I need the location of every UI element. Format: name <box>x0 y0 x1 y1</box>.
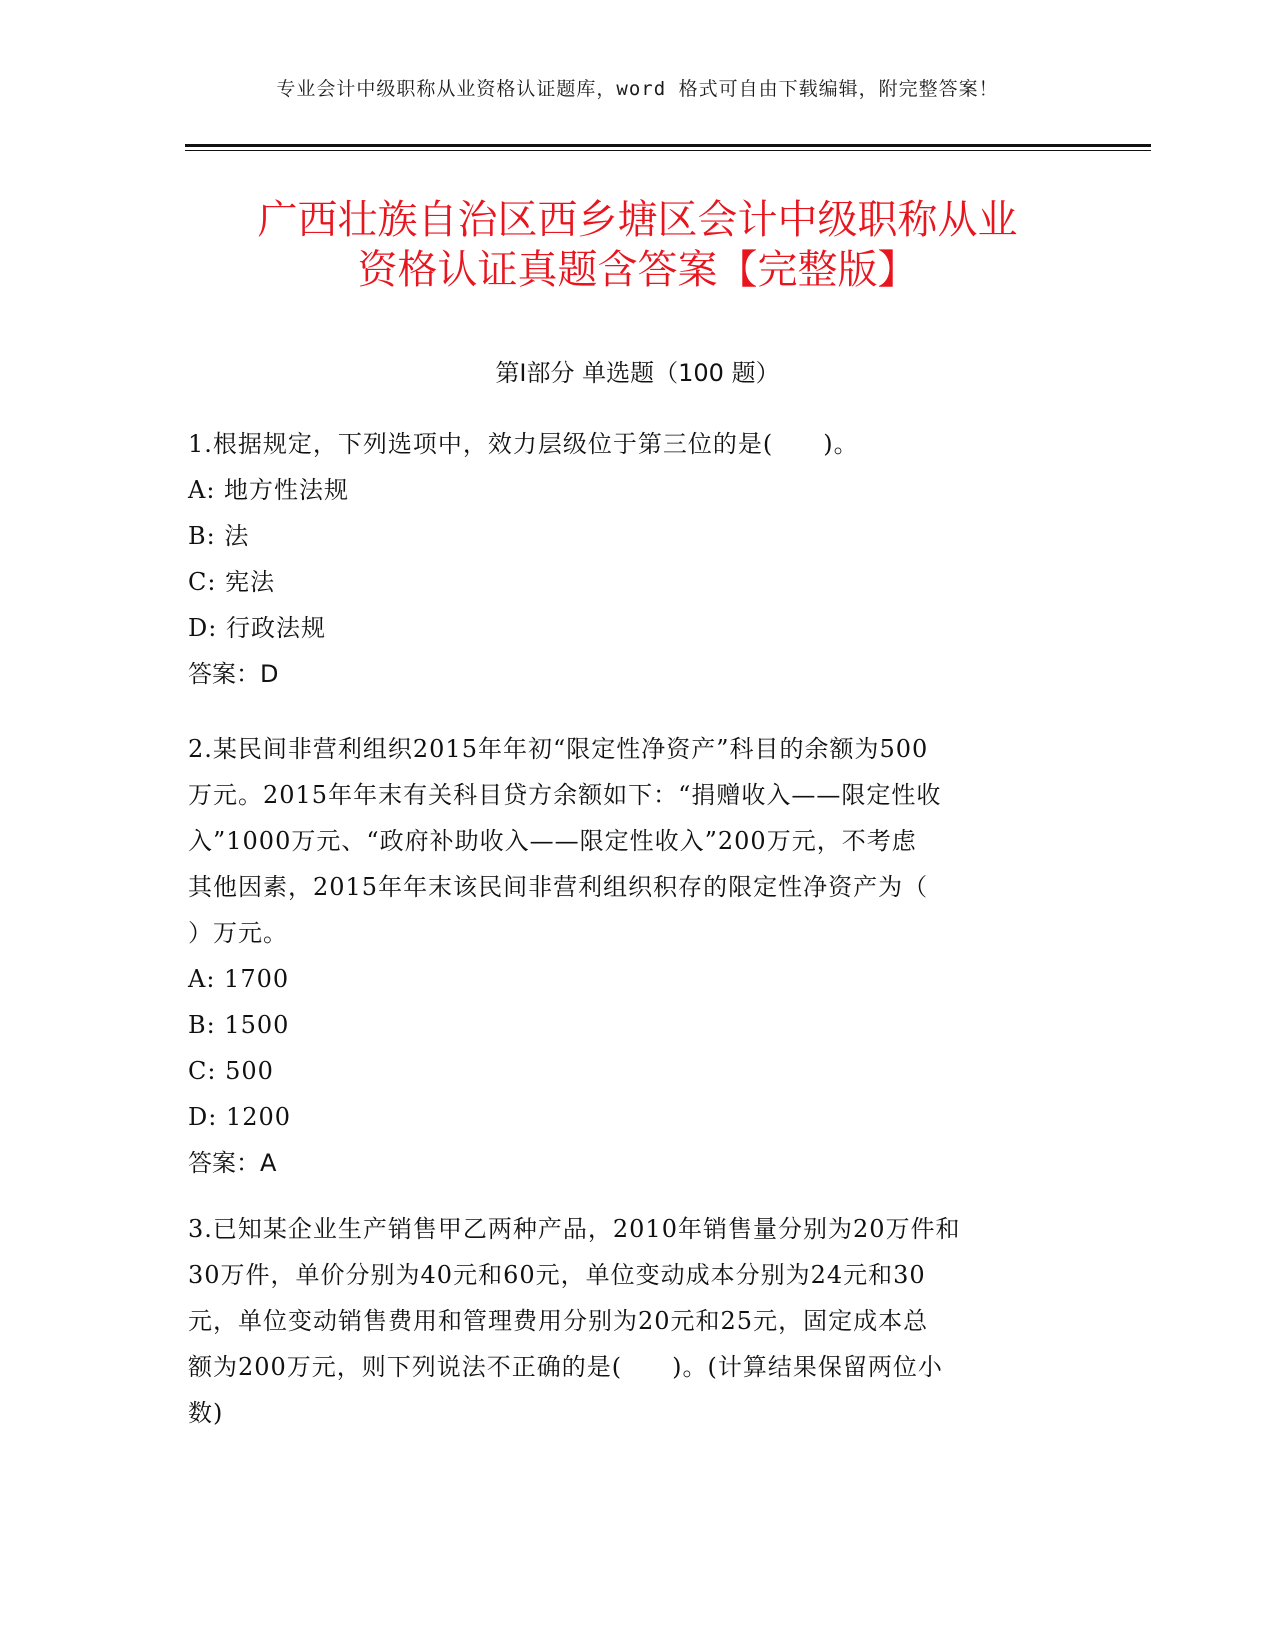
question-1 <box>188 421 1088 697</box>
header-note: 专业会计中级职称从业资格认证题库，word 格式可自由下载编辑，附完整答案！ <box>276 78 999 100</box>
question-stem-line: 3.已知某企业生产销售甲乙两种产品，2010年销售量分别为20万件和 <box>188 1215 961 1243</box>
document-title-line-2: 资格认证真题含答案【完整版】 <box>357 247 918 293</box>
question-stem-line: 数) <box>188 1399 224 1427</box>
option-b: B: 法 <box>188 522 250 550</box>
question-stem-line: ）万元。 <box>188 919 288 947</box>
question-2 <box>188 726 1088 1186</box>
question-stem: 1.根据规定，下列选项中，效力层级位于第三位的是( )。 <box>188 430 859 458</box>
option-d: D: 行政法规 <box>188 614 326 642</box>
header-rule-thin <box>185 150 1151 151</box>
question-3 <box>188 1206 1088 1436</box>
document-title-line-1: 广西壮族自治区西乡塘区会计中级职称从业 <box>257 197 1018 243</box>
section-heading: 第Ⅰ部分 单选题（100 题） <box>495 359 780 387</box>
question-stem-line: 万元。2015年年末有关科目贷方余额如下：“捐赠收入——限定性收 <box>188 781 942 809</box>
question-stem-line: 入”1000万元、“政府补助收入——限定性收入”200万元，不考虑 <box>188 827 917 855</box>
answer: 答案：D <box>188 660 279 688</box>
question-stem-line: 元，单位变动销售费用和管理费用分别为20元和25元，固定成本总 <box>188 1307 929 1335</box>
option-b: B: 1500 <box>188 1011 290 1039</box>
option-c: C: 500 <box>188 1057 274 1085</box>
document-title <box>150 195 1125 295</box>
option-d: D: 1200 <box>188 1103 292 1131</box>
option-a: A: 1700 <box>188 965 290 993</box>
question-stem-line: 2.某民间非营利组织2015年年初“限定性净资产”科目的余额为500 <box>188 735 929 763</box>
answer: 答案：A <box>188 1149 277 1177</box>
question-stem-line: 额为200万元，则下列说法不正确的是( )。(计算结果保留两位小 <box>188 1353 943 1381</box>
question-stem-line: 其他因素，2015年年末该民间非营利组织积存的限定性净资产为（ <box>188 873 929 901</box>
header-rule-thick <box>185 144 1151 147</box>
question-stem-line: 30万件，单价分别为40元和60元，单位变动成本分别为24元和30 <box>188 1261 926 1289</box>
option-a: A: 地方性法规 <box>188 476 350 504</box>
option-c: C: 宪法 <box>188 568 276 596</box>
